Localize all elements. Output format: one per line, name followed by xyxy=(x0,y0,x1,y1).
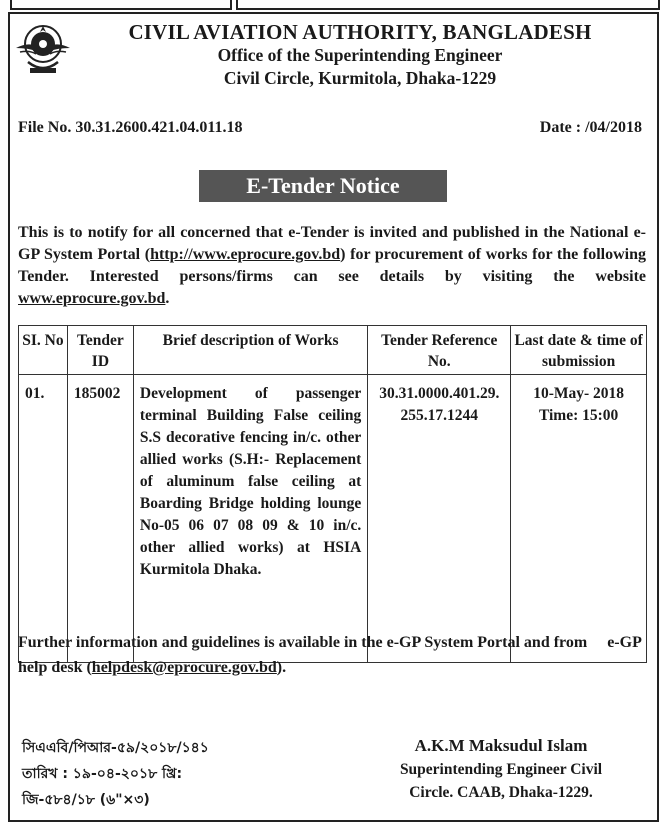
intro-text-1: This is to notify for all concerned that e-Tender is invited and published in the National e-GP System Portal ( xyxy=(18,224,646,263)
cell-sl: 01. xyxy=(19,375,68,663)
cell-description: Development of passenger terminal Building False ceiling S.S decorative fencing in/c. other allied works (S.H:- Replacement of aluminum false ceiling at Boarding Bridge holding lounge No-05 06 07 08 09 & 10 in/c. other allied works) at HSIA Kurmitola Dhaka. xyxy=(133,375,367,663)
tender-table xyxy=(18,325,647,663)
memo-code: জি-৫৮৪/১৮ (৬"×৩) xyxy=(22,792,150,808)
table-header-row xyxy=(19,326,647,375)
signatory-designation-2: Circle. CAAB, Dhaka-1229. xyxy=(409,784,593,801)
signatory-name: A.K.M Maksudul Islam xyxy=(414,736,588,755)
notice-title: E-Tender Notice xyxy=(199,170,447,202)
table-row xyxy=(19,375,647,663)
office-name: Office of the Superintending Engineer xyxy=(217,45,503,65)
file-line xyxy=(18,119,648,137)
memo-block xyxy=(22,735,209,813)
further-text-2: ). xyxy=(276,659,287,676)
notice-date: Date : /04/2018 xyxy=(539,119,642,136)
file-number: File No. 30.31.2600.421.04.011.18 xyxy=(18,119,243,136)
cell-reference: 30.31.0000.401.29. 255.17.1244 xyxy=(368,375,511,663)
intro-paragraph xyxy=(18,222,646,310)
cell-deadline: 10-May- 2018 Time: 15:00 xyxy=(511,375,647,663)
further-text-1: Further information and guidelines is available in the e-GP System Portal and from e-GP help desk ( xyxy=(18,634,645,676)
memo-reference: সিএএবি/পিআর-৫৯/২০১৮/১৪১ xyxy=(22,740,209,756)
signature-block xyxy=(370,733,632,804)
previous-ad-border-right xyxy=(236,0,660,10)
memo-date: তারিখ : ১৯-০৪-২০১৮ খ্রি: xyxy=(22,766,183,782)
further-info xyxy=(18,630,646,680)
intro-text-3: . xyxy=(165,290,170,307)
intro-text-2: ) for procurement of works for the following Tender. Interested persons/firms can see details by visiting the website xyxy=(18,246,646,285)
office-address: Civil Circle, Kurmitola, Dhaka-1229 xyxy=(223,68,497,88)
cell-tender-id: 185002 xyxy=(67,375,133,663)
authority-name: CIVIL AVIATION AUTHORITY, BANGLADESH xyxy=(128,20,592,44)
col-header-tender-id: Tender ID xyxy=(67,326,133,375)
caab-emblem-icon xyxy=(14,18,72,80)
header-block xyxy=(80,20,640,90)
col-header-deadline: Last date & time of submission xyxy=(511,326,647,375)
col-header-sl: SI. No xyxy=(19,326,68,375)
eprocure-url-link[interactable]: http://www.eprocure.gov.bd xyxy=(150,246,341,263)
helpdesk-email-link[interactable]: helpdesk@eprocure.gov.bd xyxy=(91,659,277,676)
previous-ad-border-left xyxy=(10,0,232,10)
col-header-description: Brief description of Works xyxy=(133,326,367,375)
eprocure-website-link[interactable]: www.eprocure.gov.bd xyxy=(18,290,166,307)
col-header-reference: Tender Reference No. xyxy=(368,326,511,375)
signatory-designation-1: Superintending Engineer Civil xyxy=(399,761,603,778)
